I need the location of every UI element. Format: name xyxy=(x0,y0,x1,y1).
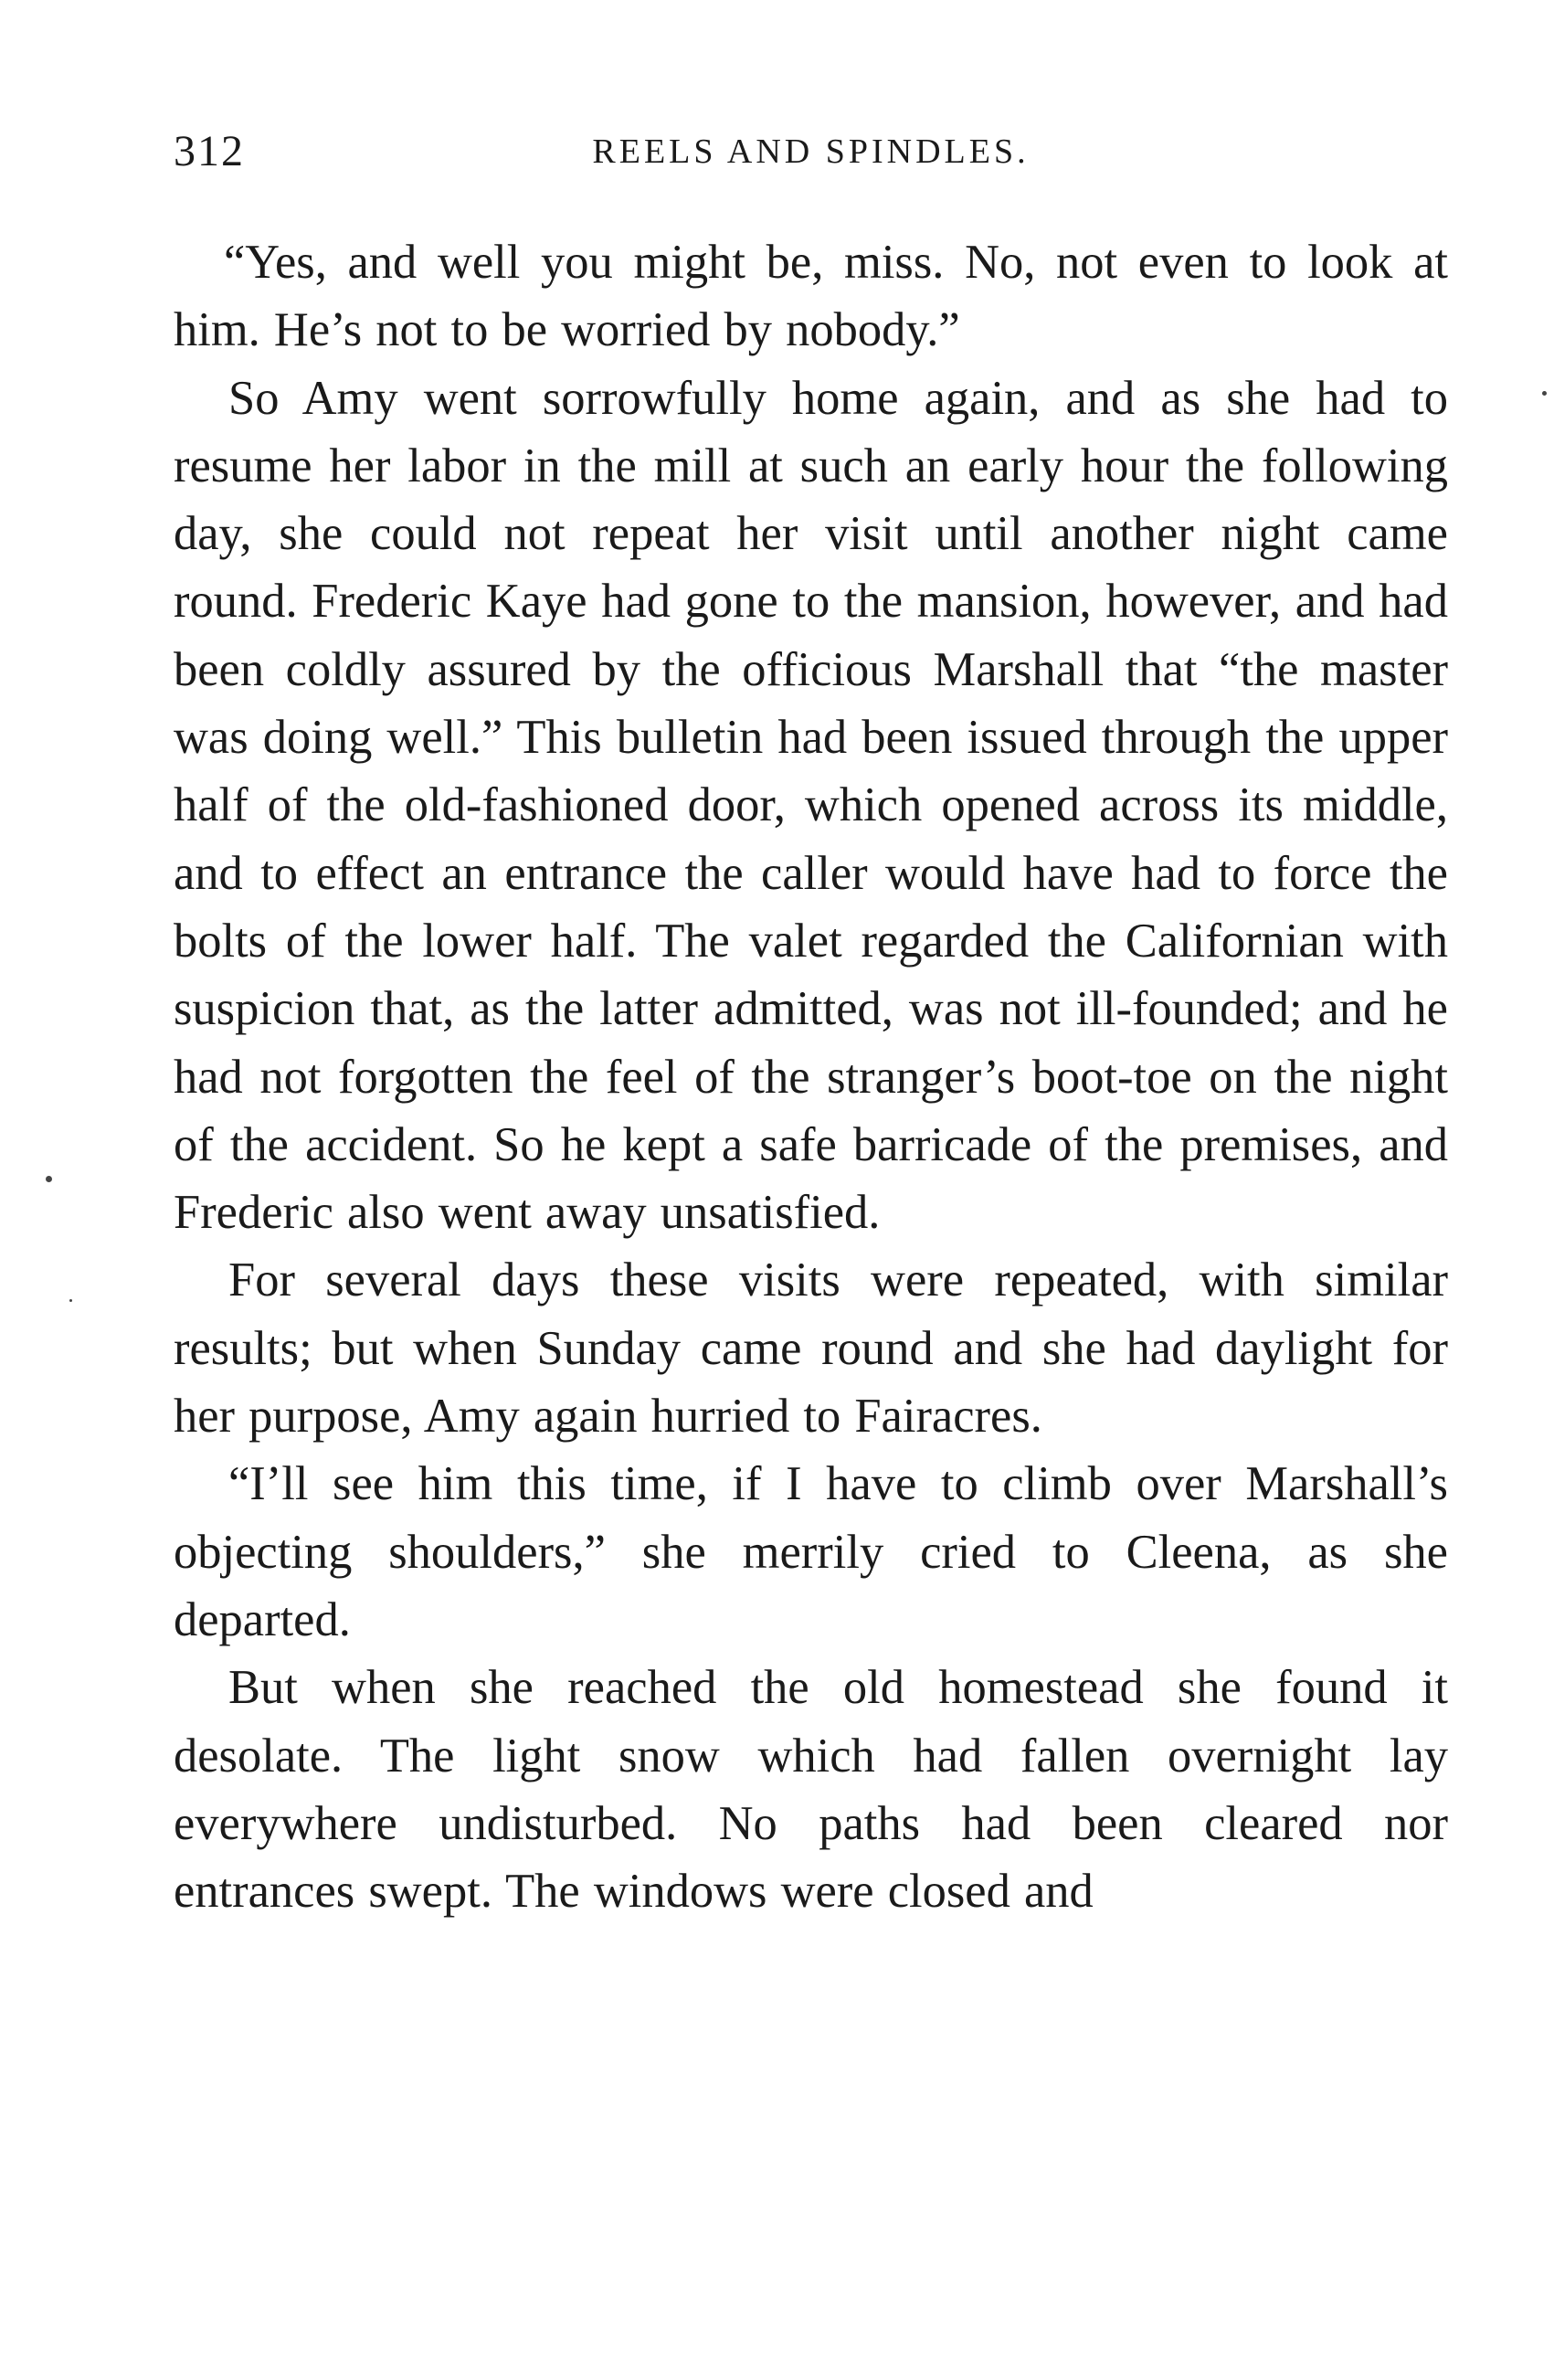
paragraph-5: But when she reached the old homestead she found it desolate. The light snow which had fallen overnight lay everywhere undisturbed. No paths had been cleared nor entrances swept. The windows were closed and xyxy=(174,1661,1448,1919)
page-header xyxy=(174,126,1448,190)
paragraph-1: “Yes, and well you might be, miss. No, not even to look at him. He’s not to be worried by nobody.” xyxy=(174,236,1448,357)
print-speck xyxy=(46,1176,52,1182)
paragraph-3: For several days these visits were repeated, with similar results; but when Sunday came round and she had daylight for her purpose, Amy again hurried to Fairacres. xyxy=(174,1253,1448,1444)
page-number: 312 xyxy=(174,127,245,175)
body-text xyxy=(174,228,1448,1925)
print-speck xyxy=(1542,391,1547,396)
paragraph-4: “I’ll see him this time, if I have to climb over Marshall’s objecting shoulders,” she merrily cried to Cleena, as she departed. xyxy=(174,1457,1448,1646)
running-head: REELS AND SPINDLES. xyxy=(592,132,1030,171)
paragraph-2: So Amy went sorrowfully home again, and as she had to resume her labor in the mill at such an early hour the following day, she could not repeat her visit until another night came round. Frederic Kaye had gone to the mansion, however, and had been coldly assured by the officious Marshall that “the master was doing well.” This bulletin had been issued through the upper half of the old-fashioned door, which opened across its middle, and to effect an entrance the caller would have had to force the bolts of the lower half. The valet regarded the Californian with suspicion that, as the latter admitted, was not ill-founded; and he had not forgotten the feel of the stranger’s boot-toe on the night of the accident. So he kept a safe barricade of the premises, and Frederic also went away unsatisfied. xyxy=(174,371,1448,1240)
print-speck xyxy=(69,1299,72,1302)
